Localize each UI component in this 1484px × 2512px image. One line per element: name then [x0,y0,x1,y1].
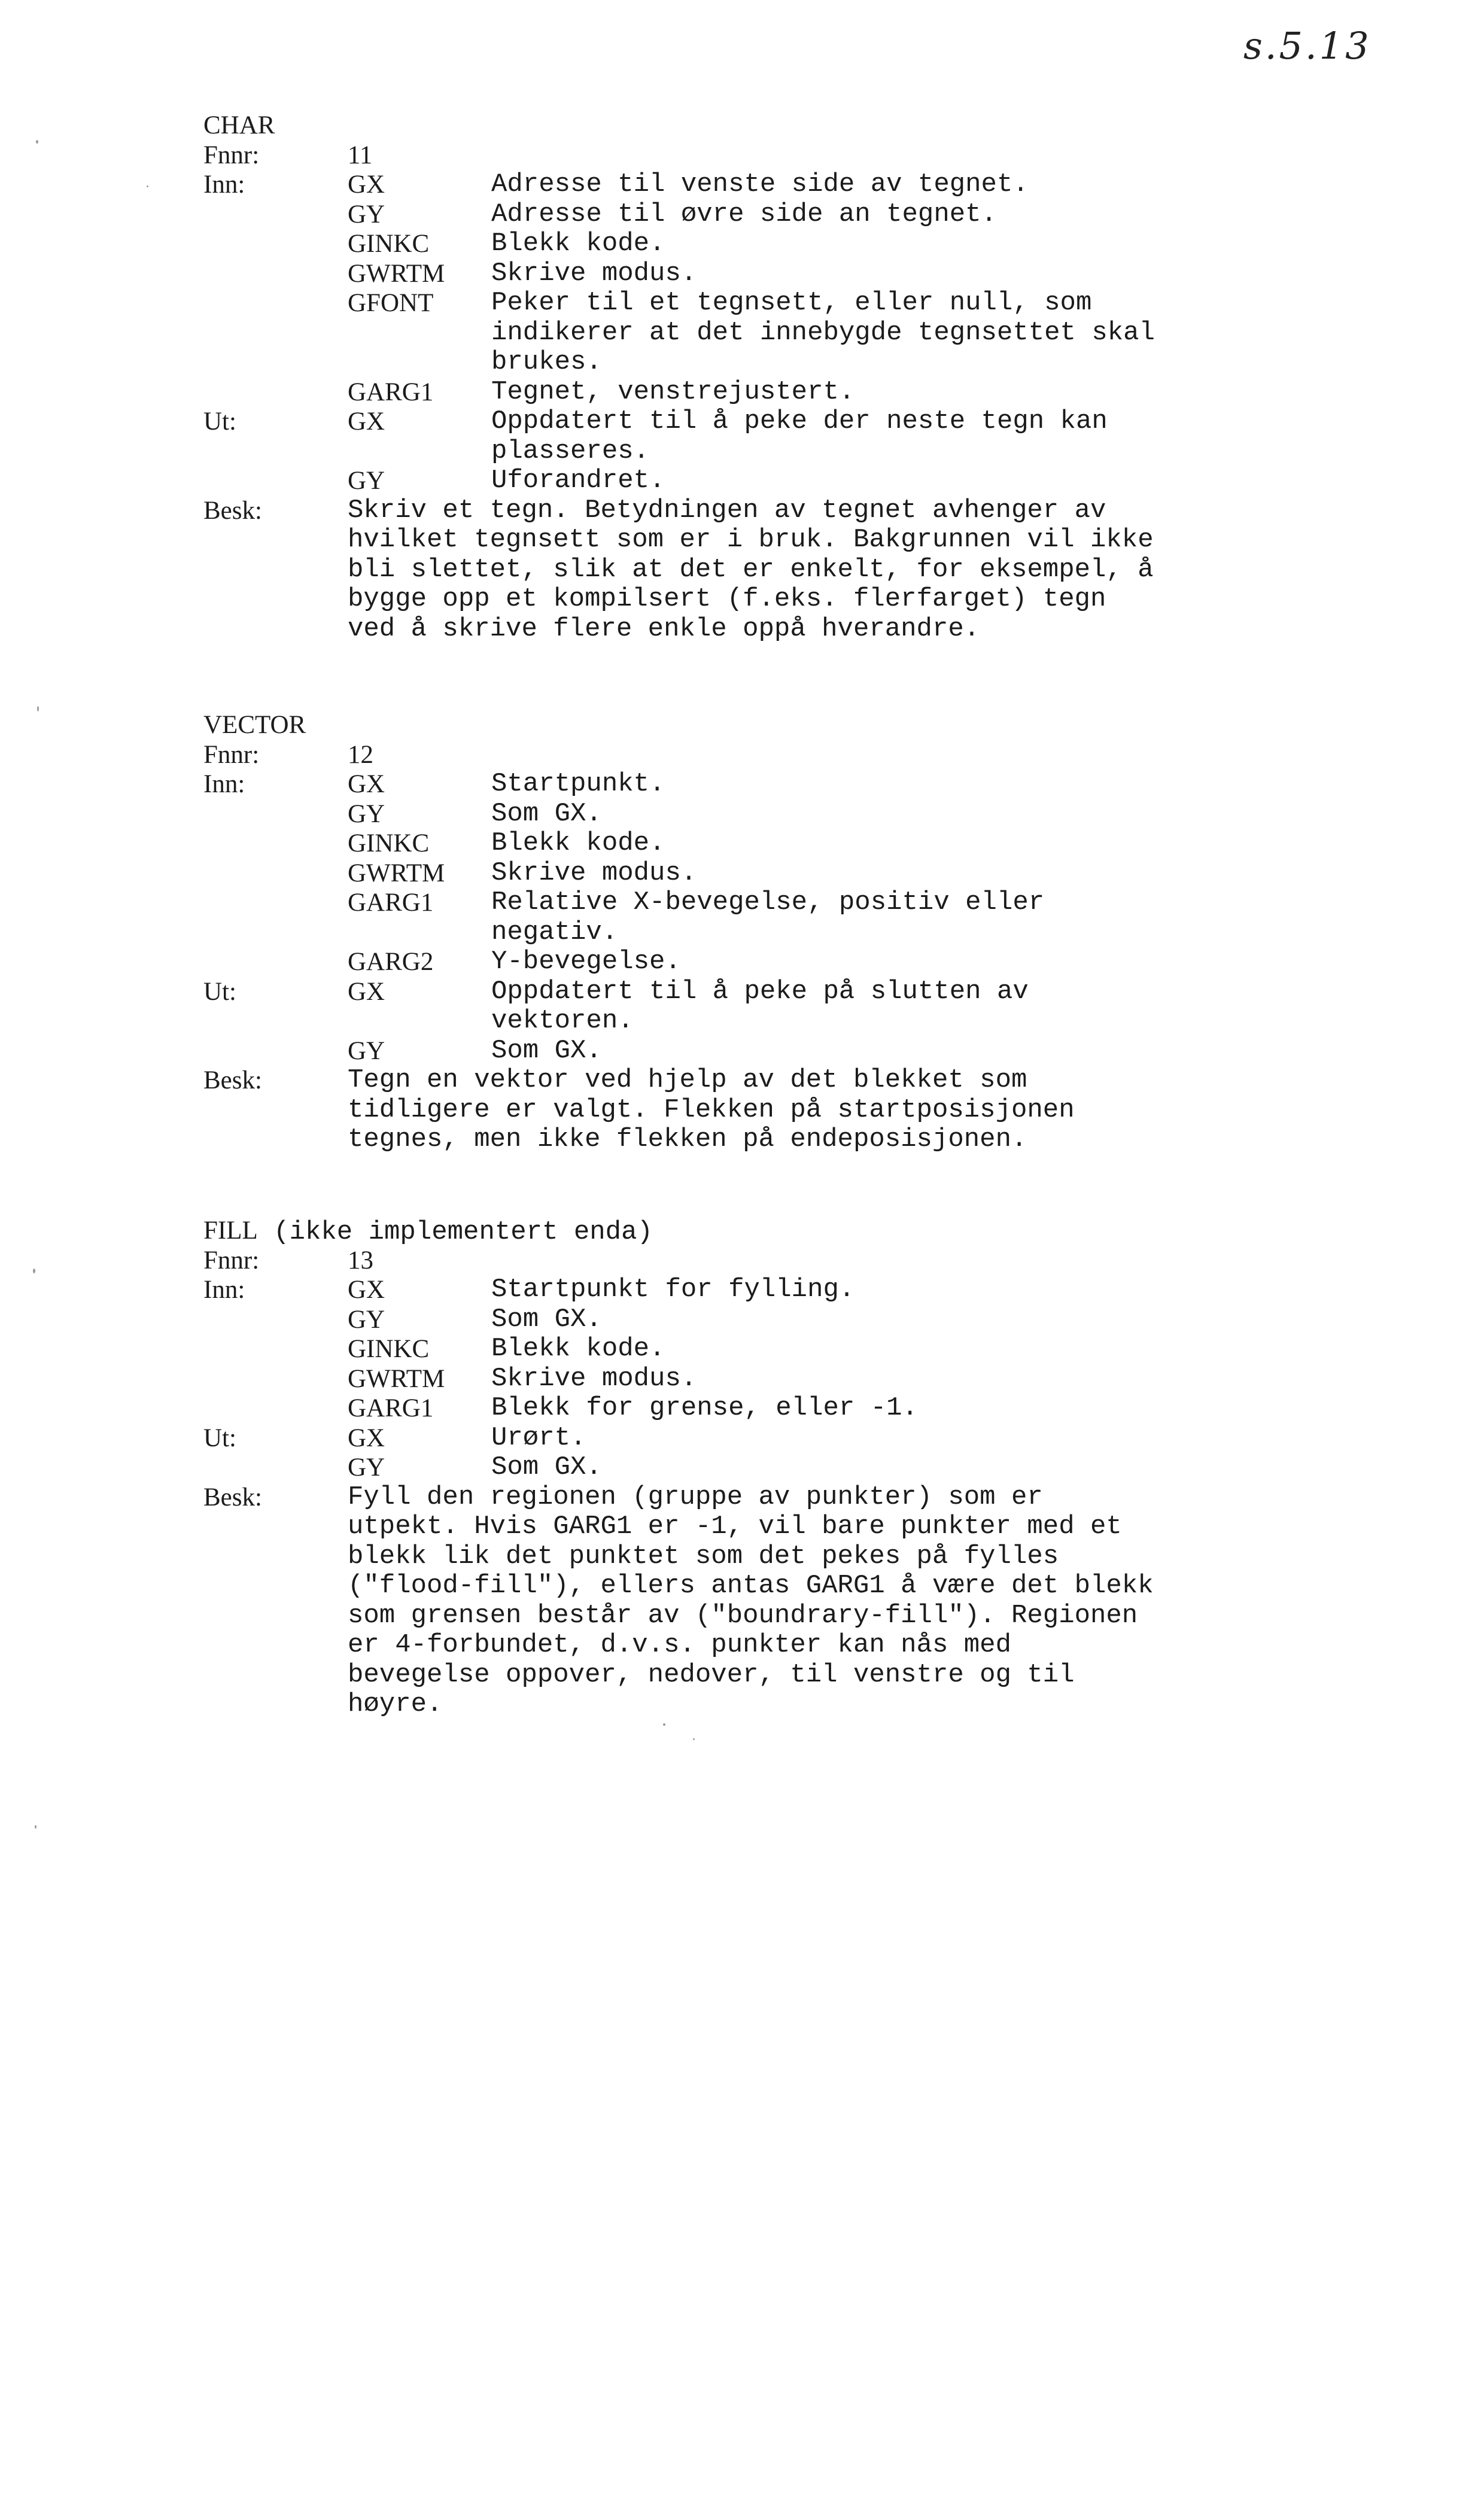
besk-text: ved å skrive flere enkle oppå hverandre. [348,613,980,644]
besk-line [203,1066,1293,1096]
param-desc: Som GX. [491,1035,602,1066]
output-row [203,437,1293,467]
input-row [203,378,1293,407]
ut-label: Ut: [203,977,236,1006]
param-name: GX [348,1424,385,1452]
param-name: GWRTM [348,859,445,887]
param-desc: Adresse til øvre side an tegnet. [491,199,997,229]
besk-text: tidligere er valgt. Flekken på startposisjonen [348,1094,1075,1125]
besk-line [203,585,1293,615]
besk-line [203,555,1293,585]
output-row [203,1453,1293,1483]
besk-line [203,1661,1293,1690]
besk-line [203,1096,1293,1126]
input-row [203,1334,1293,1364]
besk-text: Tegn en vektor ved hjelp av det blekket som [348,1065,1027,1095]
output-row [203,1006,1293,1036]
input-row [203,770,1293,799]
input-row [203,170,1293,200]
param-desc: Uforandret. [491,466,665,495]
param-desc: Skrive modus. [491,258,697,288]
ut-label: Ut: [203,407,236,436]
input-row [203,918,1293,948]
input-row [203,829,1293,859]
input-row [203,859,1293,889]
param-desc: Skrive modus. [491,857,697,888]
param-desc: Tegnet, venstrejustert. [491,376,855,407]
param-desc: Blekk kode. [491,229,665,259]
besk-label: Besk: [203,496,262,525]
param-name: GWRTM [348,259,445,288]
fnnr-value: 11 [348,141,373,169]
besk-text: Skriv et tegn. Betydningen av tegnet avhenger av [348,495,1106,525]
param-desc: Urørt. [491,1422,586,1453]
besk-line [203,1542,1293,1572]
input-row [203,1364,1293,1394]
param-name: GINKC [348,829,430,857]
section-char [203,111,1293,644]
param-desc: Oppdatert til å peke på slutten av [491,976,1029,1006]
besk-label: Besk: [203,1066,262,1094]
input-row [203,318,1293,348]
besk-text: bevegelse oppover, nedover, til venstre og til [348,1659,1075,1690]
input-row [203,229,1293,259]
section-title [203,710,1293,740]
param-desc: Skrive modus. [491,1363,697,1394]
param-name: GY [348,1036,385,1065]
param-name: GARG1 [348,1394,434,1422]
besk-line [203,1483,1293,1513]
param-desc: negativ. [491,917,618,947]
param-desc: Som GX. [491,1452,602,1482]
param-name: GX [348,770,385,798]
besk-line [203,1690,1293,1720]
param-name: GX [348,407,385,436]
besk-text: høyre. [348,1689,443,1719]
param-desc: Som GX. [491,1304,602,1334]
output-row [203,1036,1293,1066]
besk-text: hvilket tegnsett som er i bruk. Bakgrunnen vil ikke [348,525,1154,555]
output-row [203,1424,1293,1453]
inn-label: Inn: [203,770,245,798]
param-name: GARG1 [348,889,434,917]
section-title-name: CHAR [203,111,275,139]
besk-text: bli slettet, slik at det er enkelt, for eksempel, å [348,554,1154,585]
fnnr-value: 12 [348,740,373,769]
inn-label: Inn: [203,1276,245,1304]
fnnr-row [203,1246,1293,1276]
fnnr-value: 13 [348,1246,373,1275]
fnnr-label: Fnnr: [203,141,260,169]
input-row [203,1394,1293,1424]
section-title [203,1216,1293,1246]
param-desc: Y-bevegelse. [491,947,681,977]
param-name: GY [348,200,385,229]
param-desc: Blekk for grense, eller -1. [491,1393,918,1423]
fnnr-label: Fnnr: [203,740,260,769]
besk-line [203,1631,1293,1661]
param-desc: Blekk kode. [491,1334,665,1364]
inn-label: Inn: [203,171,245,199]
param-name: GY [348,1305,385,1334]
param-desc: brukes. [491,347,602,377]
besk-text: blekk lik det punktet som det pekes på fylles [348,1541,1059,1571]
besk-line [203,615,1293,644]
input-row [203,799,1293,829]
section-title-name: FILL [203,1217,258,1245]
besk-text: utpekt. Hvis GARG1 er -1, vil bare punkter med et [348,1512,1122,1541]
output-row [203,466,1293,496]
besk-line [203,1571,1293,1601]
besk-line [203,496,1293,526]
besk-text: tegnes, men ikke flekken på endeposisjonen. [348,1124,1027,1154]
input-row [203,888,1293,918]
param-desc: Som GX. [491,798,602,829]
param-name: GINKC [348,230,430,258]
input-row [203,947,1293,977]
param-name: GX [348,977,385,1006]
section-vector [203,710,1293,1155]
param-name: GX [348,171,385,199]
param-desc: indikerer at det innebygde tegnsettet skal [491,317,1155,348]
section-title-name: VECTOR [203,711,306,739]
page-number: s.5.13 [1243,24,1372,68]
input-row [203,200,1293,230]
param-name: GINKC [348,1335,430,1363]
param-desc: Oppdatert til å peke der neste tegn kan [491,406,1108,436]
param-desc: Blekk kode. [491,828,665,858]
output-row [203,407,1293,437]
besk-line [203,1512,1293,1542]
param-name: GY [348,799,385,828]
output-row [203,977,1293,1007]
besk-line [203,1125,1293,1155]
besk-label: Besk: [203,1483,262,1512]
section-fill [203,1216,1293,1720]
input-row [203,348,1293,378]
besk-text: bygge opp et kompilsert (f.eks. flerfarget) tegn [348,584,1106,614]
input-row [203,288,1293,318]
besk-text: som grensen består av ("boundrary-fill"). Regionen [348,1600,1138,1631]
fnnr-label: Fnnr: [203,1246,260,1275]
param-desc: vektoren. [491,1006,634,1036]
param-desc: plasseres. [491,436,650,466]
param-name: GX [348,1276,385,1304]
section-title-note: (ikke implementert enda) [257,1217,653,1247]
besk-text: er 4-forbundet, d.v.s. punkter kan nås med [348,1630,1011,1660]
param-desc: Startpunkt. [491,769,665,799]
input-row [203,1275,1293,1305]
besk-text: ("flood-fill"), ellers antas GARG1 å være det blekk [348,1571,1154,1601]
param-name: GWRTM [348,1364,445,1393]
param-name: GARG2 [348,948,434,976]
besk-text: Fyll den regionen (gruppe av punkter) som er [348,1482,1043,1512]
param-name: GY [348,467,385,495]
section-title [203,111,1293,141]
param-desc: Relative X-bevegelse, positiv eller [491,887,1045,917]
param-name: GFONT [348,289,434,317]
input-row [203,259,1293,289]
besk-line [203,1601,1293,1631]
param-desc: Adresse til venste side av tegnet. [491,169,1029,199]
besk-line [203,525,1293,555]
param-name: GY [348,1453,385,1482]
fnnr-row [203,141,1293,171]
param-name: GARG1 [348,378,434,406]
param-desc: Peker til et tegnsett, eller null, som [491,288,1092,318]
input-row [203,1305,1293,1335]
fnnr-row [203,740,1293,770]
param-desc: Startpunkt for fylling. [491,1275,855,1304]
ut-label: Ut: [203,1424,236,1452]
